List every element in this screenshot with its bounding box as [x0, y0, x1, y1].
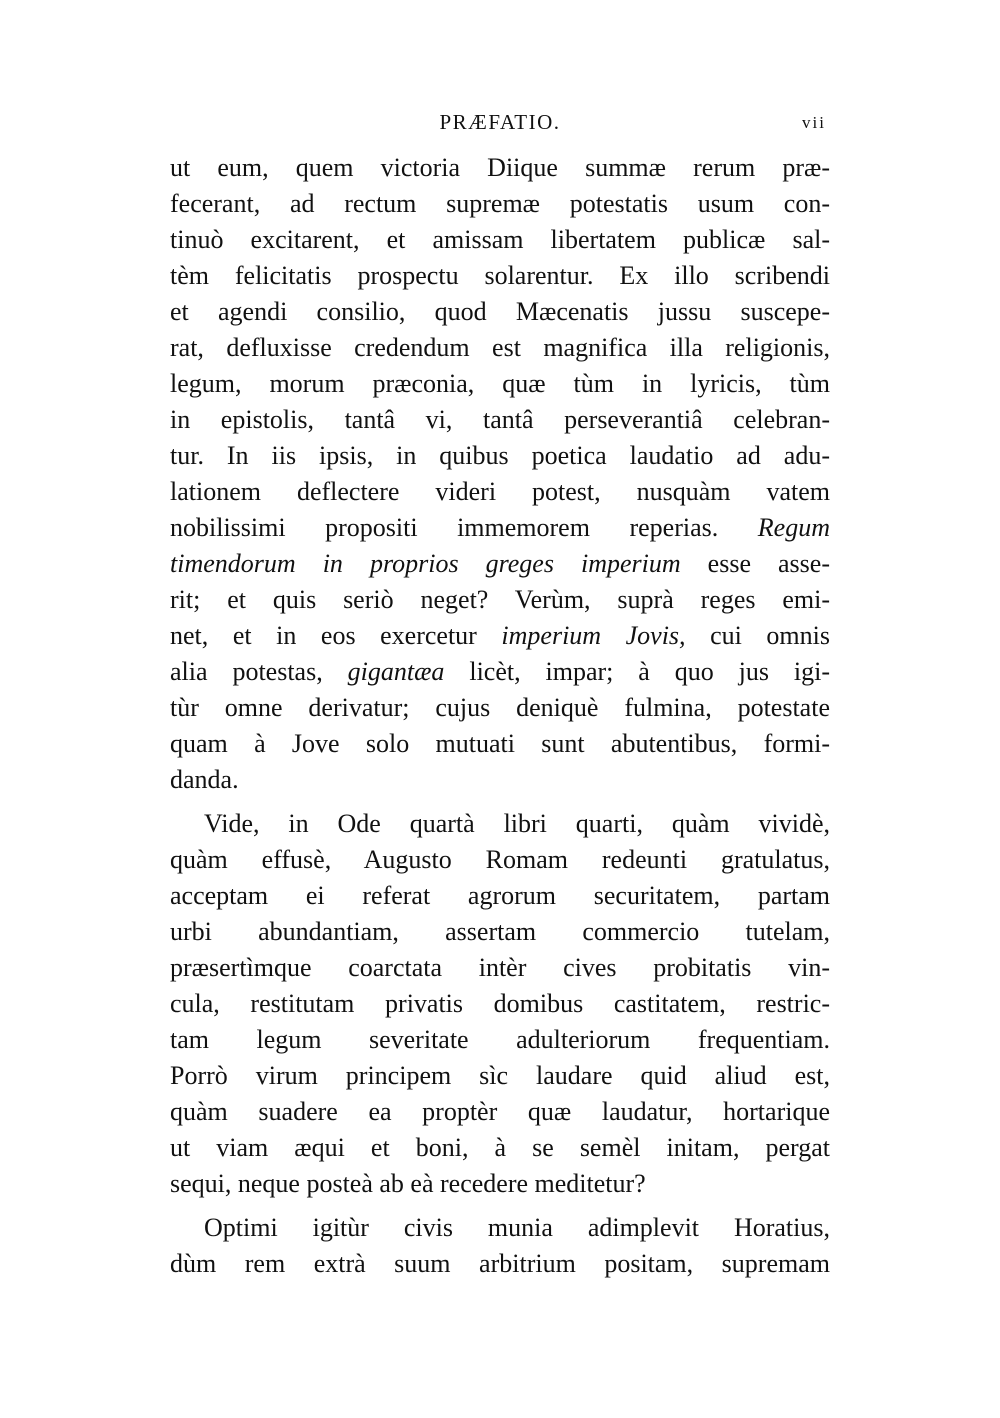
text-line: [170, 510, 830, 546]
text-line: urbi abundantiam, assertam commercio tutelam,: [170, 917, 830, 946]
italic-quote: timendorum in proprios greges imperium: [170, 549, 681, 578]
paragraph-2: [170, 806, 830, 1202]
text-line: [170, 618, 830, 654]
paragraph-gap: [170, 798, 830, 806]
text-line: fecerant, ad rectum supremæ potestatis usum con-: [170, 189, 830, 218]
text-line: in epistolis, tantâ vi, tantâ perseverantiâ celebran-: [170, 405, 830, 434]
text-line: [170, 654, 830, 690]
text-segment: nobilissimi propositi immemorem reperias.: [170, 513, 719, 542]
running-head: [170, 110, 830, 140]
text-line: quam à Jove solo mutuati sunt abutentibus, formi-: [170, 729, 830, 758]
text-line: ut eum, quem victoria Diique summæ rerum præ-: [170, 153, 830, 182]
text-line: quàm effusè, Augusto Romam redeunti gratulatus,: [170, 845, 830, 874]
text-line: tam legum severitate adulteriorum frequentiam.: [170, 1025, 830, 1054]
text-line: danda.: [170, 765, 239, 794]
paragraph-1: [170, 150, 830, 798]
page-number: vii: [802, 113, 826, 132]
text-line: præsertìmque coarctata intèr cives probitatis vin-: [170, 953, 830, 982]
text-segment: licèt, impar; à quo jus igi-: [469, 657, 831, 686]
text-line: dùm rem extrà suum arbitrium positam, supremam: [170, 1249, 830, 1278]
text-line: acceptam ei referat agrorum securitatem, partam: [170, 881, 830, 910]
text-line: sequi, neque posteà ab eà recedere meditetur?: [170, 1169, 646, 1198]
italic-quote: imperium Jovis,: [501, 621, 686, 650]
text-line: et agendi consilio, quod Mæcenatis jussu suscepe-: [170, 297, 830, 326]
text-line: cula, restitutam privatis domibus castitatem, restric-: [170, 989, 830, 1018]
text-line: Vide, in Ode quartà libri quarti, quàm vividè,: [204, 809, 830, 838]
text-line: tèm felicitatis prospectu solarentur. Ex illo scribendi: [170, 261, 830, 290]
text-line: [170, 546, 830, 582]
italic-quote: gigantæa: [347, 657, 445, 686]
text-line: Optimi igitùr civis munia adimplevit Horatius,: [204, 1213, 830, 1242]
text-line: tùr omne derivatur; cujus deniquè fulmina, potestate: [170, 693, 830, 722]
text-line: legum, morum præconia, quæ tùm in lyricis, tùm: [170, 369, 830, 398]
text-segment: esse asse-: [707, 549, 830, 578]
text-line: lationem deflectere videri potest, nusquàm vatem: [170, 477, 830, 506]
text-segment: alia potestas,: [170, 657, 323, 686]
text-line: quàm suadere ea proptèr quæ laudatur, hortarique: [170, 1097, 830, 1126]
paragraph-3: [170, 1210, 830, 1282]
text-line: tur. In iis ipsis, in quibus poetica laudatio ad adu-: [170, 441, 830, 470]
text-line: tinuò excitarent, et amissam libertatem publicæ sal-: [170, 225, 830, 254]
text-line: rat, defluxisse credendum est magnifica illa religionis,: [170, 333, 830, 362]
text-line: rit; et quis seriò neget? Verùm, suprà reges emi-: [170, 585, 830, 614]
text-segment: cui omnis: [710, 621, 830, 650]
text-segment: net, et in eos exercetur: [170, 621, 477, 650]
paragraph-gap: [170, 1202, 830, 1210]
running-title: PRÆFATIO.: [439, 110, 561, 134]
text-line: Porrò virum principem sìc laudare quid aliud est,: [170, 1061, 830, 1090]
body-text: [170, 150, 830, 1282]
text-line: ut viam æqui et boni, à se semèl initam, pergat: [170, 1133, 830, 1162]
italic-quote: Regum: [757, 513, 830, 542]
